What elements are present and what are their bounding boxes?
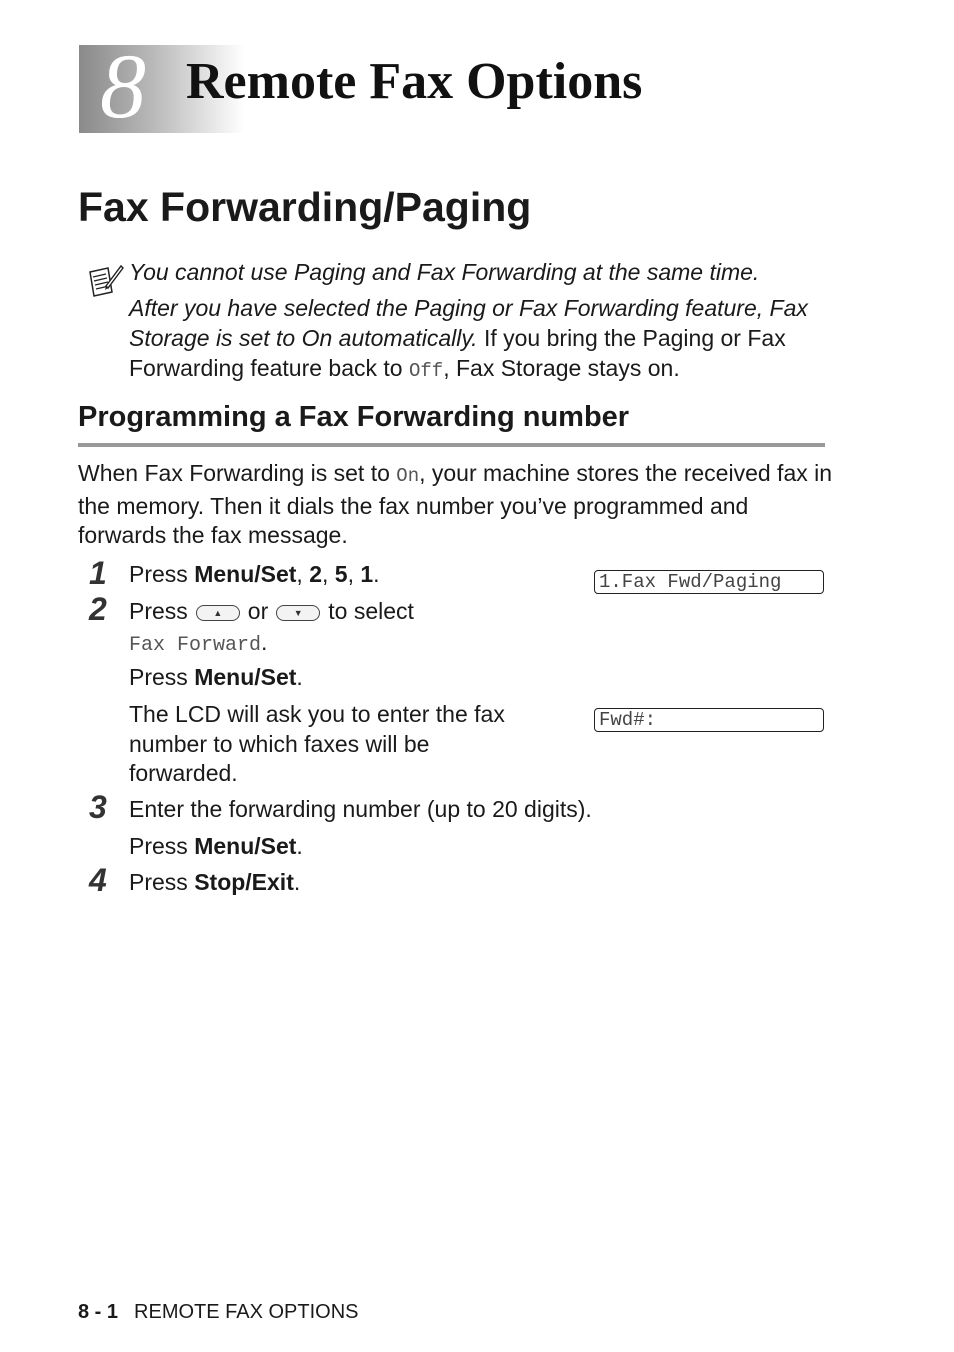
step-3-press: Press Menu/Set. bbox=[129, 833, 303, 859]
chapter-number: 8 bbox=[100, 35, 146, 137]
note-line-2: After you have selected the Paging or Fax Forwarding feature, Fax Storage is set to On automatically. If you bring the Paging or Fax Forwarding feature back to Off, Fax Storage stays on. bbox=[129, 295, 808, 382]
note-line-1: You cannot use Paging and Fax Forwarding at the same time. bbox=[129, 259, 760, 285]
step-1-text: Press Menu/Set, 2, 5, 1. bbox=[129, 561, 380, 587]
chapter-title: Remote Fax Options bbox=[186, 53, 643, 110]
note-pencil-icon bbox=[84, 262, 124, 302]
step-2-option: Fax Forward. bbox=[129, 629, 268, 657]
note-text bbox=[129, 257, 829, 392]
step-3-text: Enter the forwarding number (up to 20 digits). bbox=[129, 796, 592, 822]
up-arrow-key-icon: ▲ bbox=[196, 605, 240, 621]
subsection-title: Programming a Fax Forwarding number bbox=[78, 401, 630, 433]
step-4-text: Press Stop/Exit. bbox=[129, 869, 301, 895]
step-4-number: 4 bbox=[89, 862, 107, 898]
step-2-number: 2 bbox=[89, 591, 107, 627]
section-title: Fax Forwarding/Paging bbox=[78, 184, 532, 230]
intro-paragraph: When Fax Forwarding is set to On, your machine stores the received fax in the memory. Then it dials the fax number you’ve programmed and forwards the fax message. bbox=[78, 460, 833, 548]
down-arrow-key-icon: ▼ bbox=[276, 605, 320, 621]
step-2-select-line: Press ▲ or ▼ to select bbox=[129, 598, 414, 624]
lcd-display-menu: 1.Fax Fwd/Paging bbox=[594, 570, 824, 594]
step-3-number: 3 bbox=[89, 789, 107, 825]
footer-chapter-label: REMOTE FAX OPTIONS bbox=[134, 1301, 359, 1323]
step-2-press: Press Menu/Set. bbox=[129, 664, 303, 690]
step-1-number: 1 bbox=[89, 555, 107, 591]
page-footer bbox=[78, 1301, 359, 1324]
subsection-rule bbox=[78, 443, 825, 447]
page-number: 8 - 1 bbox=[78, 1301, 119, 1323]
lcd-display-fwd: Fwd#: bbox=[594, 708, 824, 732]
step-2-lcd-description: The LCD will ask you to enter the fax number to which faxes will be forwarded. bbox=[129, 701, 505, 786]
